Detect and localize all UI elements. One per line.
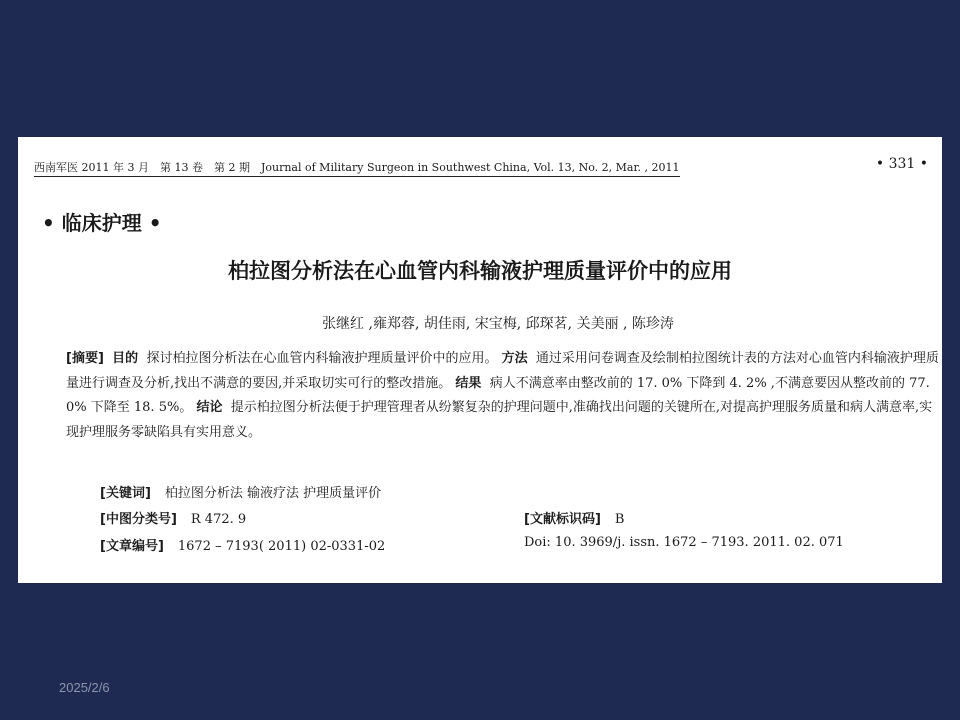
results-text: 病人不满意率由整改前的 17. 0% 下降到 4. 2% ,不满意要因从整改前的 77. 0% 下降至 18. 5%。 — [66, 375, 930, 415]
doc-code-label: [文献标识码] — [524, 512, 601, 527]
doc-code-row — [524, 508, 624, 527]
journal-page-scan — [18, 137, 942, 583]
conclusion-text: 提示柏拉图分析法便于护理管理者从纷繁复杂的护理问题中,准确找出问题的关键所在,对提高护理服务质量和病人满意率,实现护理服务零缺陷具有实用意义。 — [66, 400, 933, 440]
doi-value: Doi: 10. 3969/j. issn. 1672 – 7193. 2011. 02. 071 — [524, 535, 844, 550]
abstract — [66, 347, 940, 445]
article-no-value: 1672 – 7193( 2011) 02-0331-02 — [177, 539, 386, 554]
clc-value: R 472. 9 — [190, 512, 247, 527]
author-list: 张继红 ,雍郑蓉, 胡佳雨, 宋宝梅, 邱琛茗, 关美丽 , 陈珍涛 — [322, 316, 674, 332]
doi-row — [524, 535, 844, 550]
doc-code-value: B — [614, 512, 625, 527]
clc-label: [中图分类号] — [100, 512, 177, 527]
objective-label: 目的 — [112, 351, 139, 366]
abstract-label: [摘要] — [66, 351, 104, 366]
keywords-row — [100, 482, 381, 501]
conclusion-label: 结论 — [196, 400, 223, 415]
page-number: • 331 • — [875, 156, 928, 172]
journal-header: 西南军医 2011 年 3 月 第 13 卷 第 2 期 Journal of Military Surgeon in Southwest China, Vol. 13, No. 2, Mar. , 2011 — [34, 159, 680, 177]
clc-row — [100, 508, 246, 527]
objective-text: 探讨柏拉图分析法在心血管内科输液护理质量评价中的应用。 — [146, 351, 498, 366]
article-no-label: [文章编号] — [100, 539, 164, 554]
keywords-label: [关键词] — [100, 486, 151, 501]
section-tag: • 临床护理 • — [42, 211, 162, 235]
keywords-text: 柏拉图分析法 输液疗法 护理质量评价 — [164, 486, 382, 501]
results-label: 结果 — [455, 375, 482, 391]
slide-date: 2025/2/6 — [59, 680, 110, 695]
article-title: 柏拉图分析法在心血管内科输液护理质量评价中的应用 — [228, 259, 732, 283]
methods-label: 方法 — [501, 351, 528, 366]
article-no-row — [100, 535, 385, 554]
methods-text: 通过采用问卷调查及绘制柏拉图统计表的方法对心血管内科输液护理质量进行调查及分析,找出不满意的要因,并采取切实可行的整改措施。 — [66, 351, 939, 391]
